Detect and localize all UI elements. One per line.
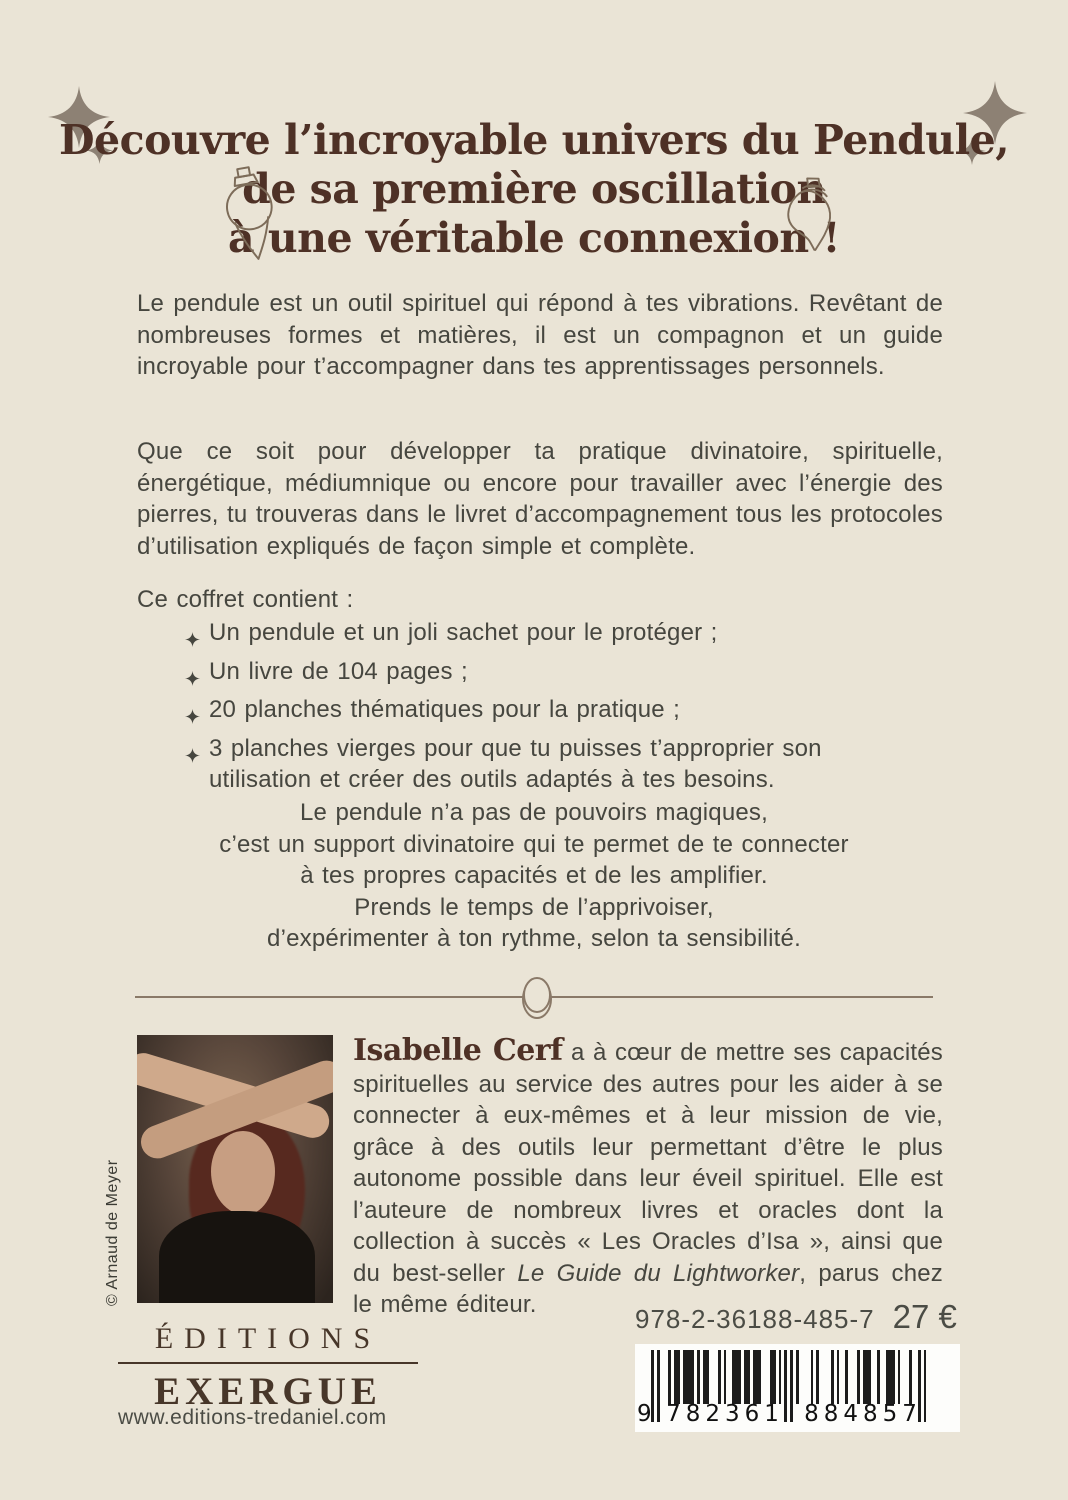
- box-contents-list: [185, 617, 885, 796]
- publisher-exergue-label: EXERGUE: [154, 1370, 382, 1413]
- note-line: d’expérimenter à ton rythme, selon ta sensibilité.: [267, 925, 801, 952]
- list-item-text: 3 planches vierges pour que tu puisses t’approprier son utilisation et créer des outils adaptés à tes besoins.: [209, 734, 822, 793]
- star-bullet-icon: [185, 656, 209, 695]
- author-name: Isabelle Cerf: [353, 1033, 563, 1068]
- barcode-digit-group: 782361: [666, 1401, 784, 1427]
- publisher-website: www.editions-tredaniel.com: [118, 1406, 387, 1429]
- barcode-digit-group: 884857: [804, 1401, 922, 1427]
- barcode-digit-group: 9: [637, 1401, 652, 1427]
- barcode: [635, 1344, 960, 1432]
- photo-torso: [159, 1211, 315, 1303]
- note-line: à tes propres capacités et de les amplifier.: [300, 862, 768, 889]
- list-item: [185, 656, 885, 695]
- photo-credit: © Arnaud de Meyer: [104, 1159, 121, 1306]
- bio-book-title: Le Guide du Lightworker: [517, 1259, 800, 1287]
- author-bio: [353, 1033, 944, 1321]
- intro-paragraph-1: Le pendule est un outil spirituel qui répond à tes vibrations. Revêtant de nombreuses formes et matières, il est un compagnon et un guide incroyable pour t’accompagner dans tes apprentissages personnels.: [137, 290, 943, 380]
- title-line-1: Découvre l’incroyable univers du Pendule,: [58, 116, 1010, 164]
- star-bullet-icon: [185, 694, 209, 733]
- title-line-2: de sa première oscillation: [242, 165, 826, 213]
- note-line: Le pendule n’a pas de pouvoirs magiques,: [300, 799, 768, 826]
- note-line: c’est un support divinatoire qui te permet de te connecter: [219, 830, 849, 858]
- pendulum-note: [84, 797, 984, 955]
- cover-title: [0, 116, 1068, 263]
- star-bullet-icon: [185, 617, 209, 656]
- box-contents-heading: Ce coffret contient :: [137, 586, 354, 613]
- double-circle-ornament-icon: [511, 972, 563, 1033]
- author-photo: [137, 1035, 333, 1303]
- price: 27 €: [892, 1298, 957, 1335]
- list-item-text: Un livre de 104 pages ;: [209, 657, 468, 685]
- list-item-text: Un pendule et un joli sachet pour le protéger ;: [209, 619, 718, 646]
- photo-face: [211, 1131, 275, 1215]
- bio-text: a à cœur de mettre ses capacités spirituelles au service des autres pour les aider à se connecter à eux-mêmes et à leur mission de vie, grâce à des outils leur permettant d’être le plus autonome possible dans leur éveil spirituel. Elle est l’auteure de nombreux livres et oracles dont la collection à succès « Les Oracles d’Isa », ainsi que du best-seller: [353, 1039, 943, 1287]
- star-bullet-icon: [185, 733, 209, 772]
- list-item: [185, 733, 885, 796]
- isbn-row: [635, 1298, 965, 1336]
- title-line-3: à une véritable connexion !: [228, 214, 840, 262]
- intro-paragraph-2: Que ce soit pour développer ta pratique divinatoire, spirituelle, énergétique, médiumnique ou encore pour travailler avec l’énergie des pierres, tu trouveras dans le livret d’accompagnement tous les protocoles d’utilisation expliqués de façon simple et complète.: [137, 438, 943, 560]
- bio-text: , parus chez le même éditeur.: [353, 1259, 944, 1318]
- list-item-text: 20 planches thématiques pour la pratique ;: [209, 696, 681, 723]
- list-item: [185, 617, 885, 656]
- publisher-editions-label: ÉDITIONS: [118, 1322, 418, 1364]
- publisher-logo: [118, 1322, 418, 1414]
- list-item: [185, 694, 885, 733]
- shell-pendulum-icon: [776, 173, 842, 258]
- note-line: Prends le temps de l’apprivoiser,: [354, 893, 714, 921]
- isbn-number: 978-2-36188-485-7: [635, 1304, 875, 1334]
